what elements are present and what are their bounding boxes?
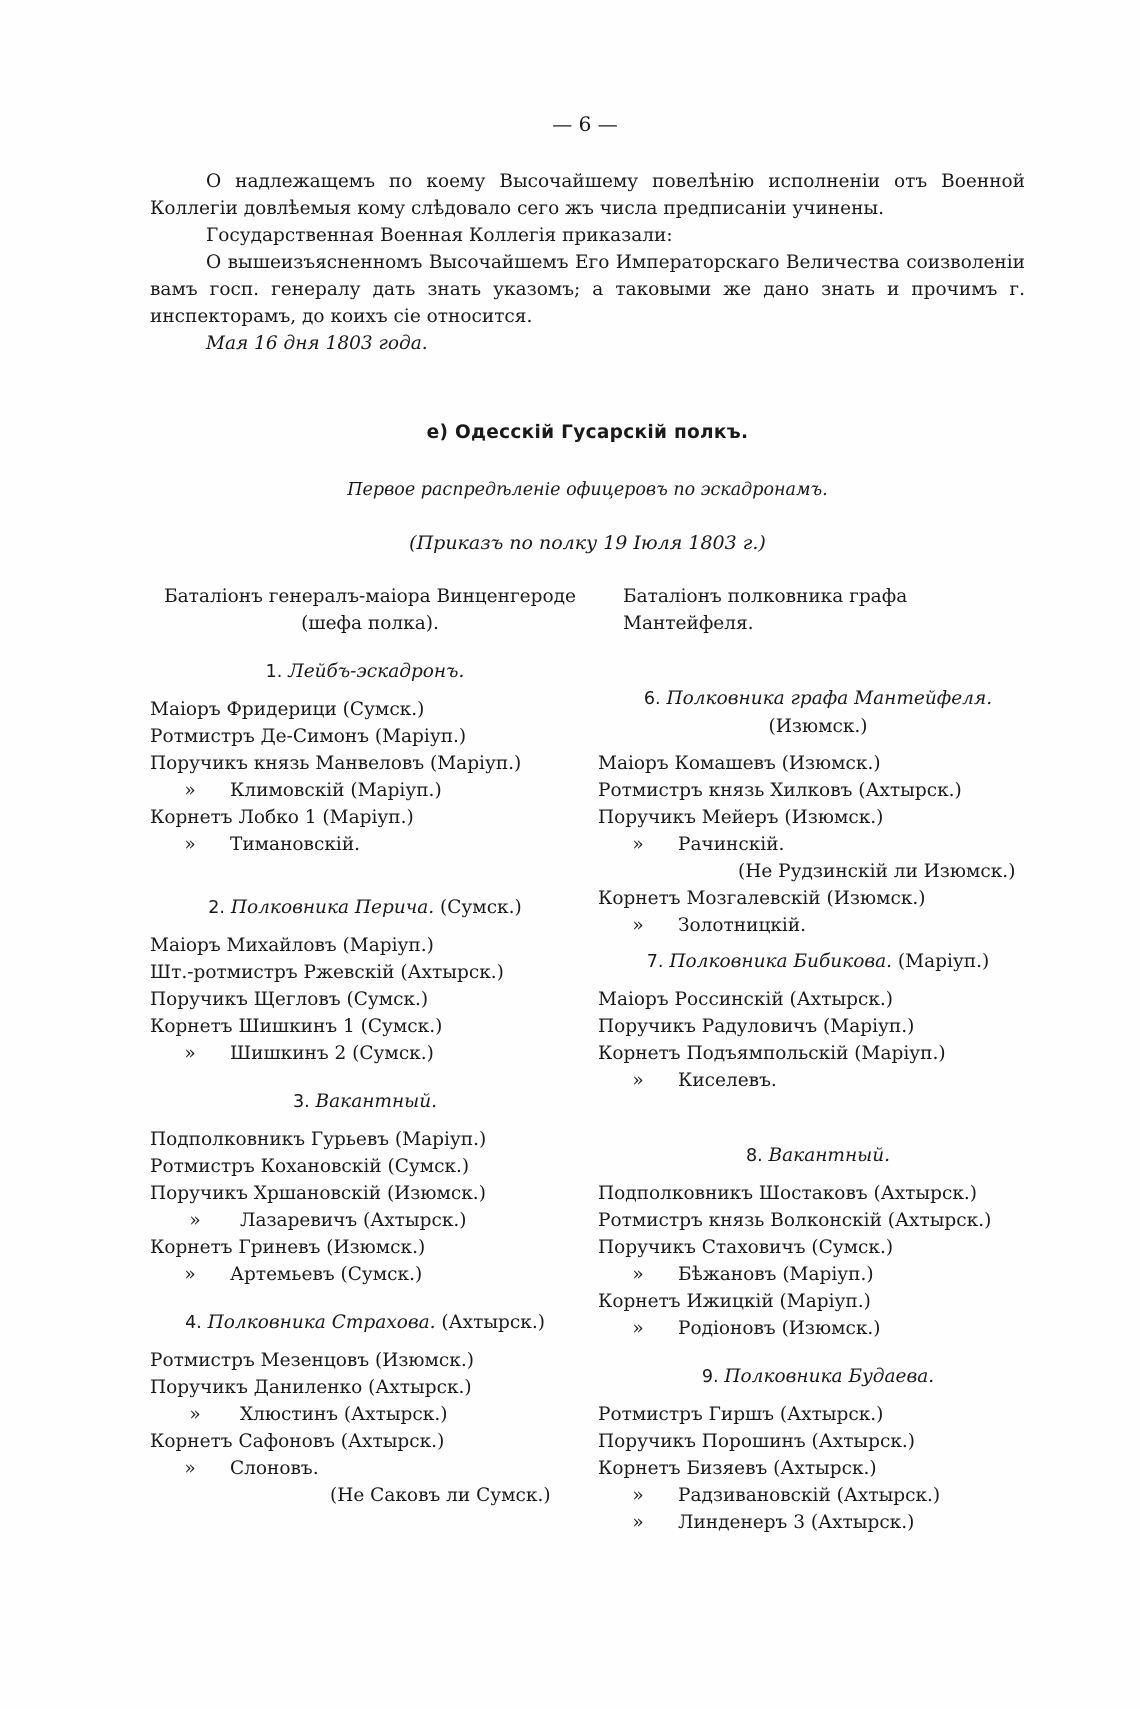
list-item: Маіоръ Россинскій (Ахтырск.) bbox=[598, 989, 894, 1010]
left-battalion-heading: Баталіонъ генералъ-маіора Винценгероде (шефа полка). bbox=[164, 586, 576, 634]
squadron-name: Полковника Бибикова. bbox=[669, 951, 893, 972]
squadron-origin: (Ахтырск.) bbox=[435, 1312, 545, 1333]
list-item: Поручикъ Мейеръ (Изюмск.) bbox=[598, 807, 884, 828]
squadron-number: 9. bbox=[701, 1367, 719, 1387]
list-item: Подполковникъ Гурьевъ (Маріуп.) bbox=[150, 1129, 487, 1150]
squadron-name: Вакантный. bbox=[315, 1091, 438, 1112]
ditto-mark: » bbox=[632, 1070, 644, 1091]
squadron-number: 6. bbox=[643, 689, 661, 709]
list-item: Подполковникъ Шостаковъ (Ахтырск.) bbox=[598, 1183, 977, 1204]
squadron-6-title bbox=[598, 685, 1038, 740]
officer-name: Киселевъ. bbox=[678, 1070, 777, 1091]
list-item bbox=[598, 1509, 1038, 1536]
ditto-mark: » bbox=[189, 1210, 201, 1231]
list-item: Корнетъ Шишкинъ 1 (Сумск.) bbox=[150, 1016, 443, 1037]
right-battalion-heading: Баталіонъ полковника графа Мантейфеля. bbox=[623, 586, 908, 634]
squadron-number: 4. bbox=[185, 1313, 202, 1333]
squadron-origin: (Изюмск.) bbox=[768, 716, 868, 737]
squadron-name: Полковника Перича. bbox=[230, 897, 435, 918]
officer-name: Бѣжановъ (Маріуп.) bbox=[678, 1264, 874, 1285]
list-item: Поручикъ Порошинъ (Ахтырск.) bbox=[598, 1431, 916, 1452]
list-item bbox=[150, 1207, 580, 1234]
squadron-1-title bbox=[150, 658, 580, 686]
list-item: Поручикъ Щегловъ (Сумск.) bbox=[150, 989, 429, 1010]
officer-name: Радзивановскій (Ахтырск.) bbox=[678, 1485, 941, 1506]
squadron-4-title bbox=[150, 1309, 580, 1337]
list-item: Корнетъ Гриневъ (Изюмск.) bbox=[150, 1237, 426, 1258]
squadron-9-title bbox=[598, 1363, 1038, 1391]
officer-name: Артемьевъ (Сумск.) bbox=[230, 1264, 423, 1285]
right-column bbox=[598, 583, 1038, 1536]
ditto-mark: » bbox=[184, 1458, 196, 1479]
squadron-name: Лейбъ-эскадронъ. bbox=[288, 661, 465, 682]
officer-name: Рачинскій. bbox=[678, 834, 785, 855]
ditto-mark: » bbox=[184, 1264, 196, 1285]
ditto-mark: » bbox=[184, 834, 196, 855]
list-item: Поручикъ князь Манвеловъ (Маріуп.) bbox=[150, 753, 522, 774]
ditto-mark: » bbox=[184, 1043, 196, 1064]
list-item: Поручикъ Стаховичъ (Сумск.) bbox=[598, 1237, 894, 1258]
left-column bbox=[150, 583, 580, 1509]
section-subtitle: Первое распредѣленіе офицеровъ по эскадронамъ. bbox=[347, 480, 828, 500]
squadron-name: Полковника Страхова. bbox=[207, 1312, 436, 1333]
squadron-origin: (Маріуп.) bbox=[892, 951, 990, 972]
intro-text bbox=[150, 168, 1025, 357]
squadron-3-title bbox=[150, 1088, 580, 1116]
list-item: Ротмистръ князь Волконскій (Ахтырск.) bbox=[598, 1210, 992, 1231]
intro-date: Мая 16 дня 1803 года. bbox=[206, 333, 428, 354]
order-reference: (Приказъ по полку 19 Іюля 1803 г.) bbox=[409, 532, 766, 554]
officer-name: Шишкинъ 2 (Сумск.) bbox=[230, 1043, 434, 1064]
list-item bbox=[150, 777, 580, 804]
officer-name: Климовскій (Маріуп.) bbox=[230, 780, 442, 801]
page-number: — 6 — bbox=[552, 112, 618, 136]
list-item bbox=[150, 1261, 580, 1288]
ditto-mark: » bbox=[632, 1485, 644, 1506]
list-item: Ротмистръ Кохановскій (Сумск.) bbox=[150, 1156, 470, 1177]
list-item bbox=[150, 831, 580, 858]
officer-name: Родіоновъ (Изюмск.) bbox=[678, 1318, 881, 1339]
list-item: Корнетъ Бизяевъ (Ахтырск.) bbox=[598, 1458, 877, 1479]
officer-name: Линденеръ 3 (Ахтырск.) bbox=[678, 1512, 915, 1533]
squadron-name: Вакантный. bbox=[768, 1145, 891, 1166]
squadron-8-title bbox=[598, 1142, 1038, 1170]
section-title: е) Одесскій Гусарскій полкъ. bbox=[426, 422, 749, 443]
list-item bbox=[150, 1455, 580, 1482]
ditto-mark: » bbox=[632, 1318, 644, 1339]
squadron-number: 8. bbox=[745, 1146, 763, 1166]
list-item: Ротмистръ Гиршъ (Ахтырск.) bbox=[598, 1404, 884, 1425]
squadron-number: 2. bbox=[208, 898, 225, 918]
officer-name: Хлюстинъ (Ахтырск.) bbox=[240, 1404, 448, 1425]
list-item bbox=[598, 1261, 1038, 1288]
list-item: Корнетъ Ижицкій (Маріуп.) bbox=[598, 1291, 871, 1312]
list-item bbox=[598, 1482, 1038, 1509]
list-item: Корнетъ Подъямпольскій (Маріуп.) bbox=[598, 1043, 946, 1064]
ditto-mark: » bbox=[189, 1404, 201, 1425]
list-item: Корнетъ Сафоновъ (Ахтырск.) bbox=[150, 1431, 445, 1452]
ditto-mark: » bbox=[632, 915, 644, 936]
list-item: Маіоръ Михайловъ (Маріуп.) bbox=[150, 935, 434, 956]
list-item bbox=[598, 831, 1038, 858]
officer-name: Золотницкій. bbox=[678, 915, 807, 936]
squadron-number: 1. bbox=[265, 662, 283, 682]
list-item: Ротмистръ Мезенцовъ (Изюмск.) bbox=[150, 1350, 474, 1371]
squadron-2-title bbox=[150, 894, 580, 922]
intro-paragraph-2: Государственная Военная Коллегія приказали: bbox=[206, 225, 673, 246]
list-item: Шт.-ротмистръ Ржевскій (Ахтырск.) bbox=[150, 962, 504, 983]
squadron-name: Полковника графа Мантейфеля. bbox=[666, 688, 993, 709]
list-item: Ротмистръ князь Хилковъ (Ахтырск.) bbox=[598, 780, 962, 801]
list-item bbox=[598, 1067, 1038, 1094]
list-item: Маіоръ Комашевъ (Изюмск.) bbox=[598, 753, 881, 774]
list-item: Ротмистръ Де-Симонъ (Маріуп.) bbox=[150, 726, 467, 747]
squadron-name: Полковника Будаева. bbox=[724, 1366, 935, 1387]
list-item: Поручикъ Даниленко (Ахтырск.) bbox=[150, 1377, 472, 1398]
list-item: Поручикъ Радуловичъ (Маріуп.) bbox=[598, 1016, 915, 1037]
list-item: Корнетъ Мозгалевскій (Изюмск.) bbox=[598, 888, 926, 909]
list-item: Маіоръ Фридерици (Сумск.) bbox=[150, 699, 425, 720]
squadron-origin: (Сумск.) bbox=[434, 897, 522, 918]
officer-name: Лазаревичъ (Ахтырск.) bbox=[240, 1210, 467, 1231]
ditto-mark: » bbox=[184, 780, 196, 801]
list-item bbox=[598, 1315, 1038, 1342]
squadron-number: 3. bbox=[292, 1092, 310, 1112]
list-item bbox=[150, 1040, 580, 1067]
squadron-number: 7. bbox=[646, 952, 664, 972]
list-item bbox=[598, 912, 1038, 939]
list-item bbox=[150, 1401, 580, 1428]
list-item: Поручикъ Хршановскій (Изюмск.) bbox=[150, 1183, 486, 1204]
officer-name: Слоновъ. bbox=[230, 1458, 319, 1479]
margin-note: (Не Рудзинскій ли Изюмск.) bbox=[738, 861, 1016, 882]
officer-name: Тимановскій. bbox=[230, 834, 361, 855]
ditto-mark: » bbox=[632, 834, 644, 855]
list-item: Корнетъ Лобко 1 (Маріуп.) bbox=[150, 807, 414, 828]
margin-note: (Не Саковъ ли Сумск.) bbox=[330, 1485, 551, 1506]
ditto-mark: » bbox=[632, 1264, 644, 1285]
intro-paragraph-1: О надлежащемъ по коему Высочайшему повелѣнію исполненіи отъ Военной Коллегіи довлѣемыя кому слѣдовало сего жъ числа предписаніи учинены. bbox=[150, 171, 1025, 219]
squadron-7-title bbox=[598, 948, 1038, 976]
intro-paragraph-3: О вышеизъясненномъ Высочайшемъ Его Императорскаго Величества соизволеніи вамъ госп. генералу дать знать указомъ; а таковыми же дано знать и прочимъ г. инспекторамъ, до коихъ сіе относится. bbox=[150, 252, 1025, 327]
ditto-mark: » bbox=[632, 1512, 644, 1533]
